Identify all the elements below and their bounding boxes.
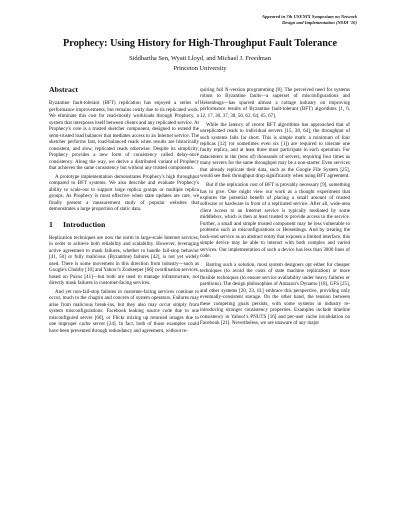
paper-title: Prophecy: Using History for High-Throughput Fault Tolerance (63, 38, 337, 49)
venue-note (157, 14, 357, 26)
abstract-paragraph-1: Byzantine fault-tolerant (BFT) replication has enjoyed a series of performance improvements, but remains costly due to its replicated work. We eliminate this cost for read-mostly workloads through Prophecy, a system that interposes itself between clients and any replicated service. At Prophecy's core is a trusted sketcher component, designed to extend the semi-trusted load balancer that mediates access to an Internet service. The sketcher performs fast, load-balanced reads when results are historically consistent, and slow, replicated reads otherwise. Despite its simplicity, Prophecy provides a new form of consistency called delay-once consistency. Along the way, we derive a distributed variant of Prophecy that achieves the same consistency but without any trusted components. (49, 100, 199, 171)
intro-section-title: Introduction (63, 219, 106, 229)
venue-line-1: Appeared in 7th USENIX Symposium on Network (262, 14, 357, 19)
intro-heading (49, 219, 199, 229)
intro-paragraph-2: And yet non-fail-stop failures in customer-facing services continue to occur, much to the chagrin and concern of system operators. Failures may arise from malicious break-ins, but they also may occur simply from system misconfigurations: Facebook leaking source code due to one misconfigured server [60], or Flickr mixing up returned images due to one improper cache server [24]. In fact, both of those examples could have been prevented through redundancy and agreement, without re- (49, 289, 199, 334)
abstract-heading: Abstract (49, 85, 79, 94)
paper-affiliation: Princeton University (173, 64, 227, 72)
right-paragraph-2: While the latency of recent BFT algorithms has approached that of unreplicated reads to individual servers [15, 38, 64], the throughput of such systems falls far short. This is simple math: a minimum of four replicas [12] (or sometimes even six [1]) are required to tolerate one faulty replica, and at least three must participate in each operation. For datacenters in the (tens of) thousands of servers, requiring four times as many servers for the same throughput may be a non-starter. Even services that already replicate their data, such as the Google File System [25], would see their throughput drop significantly when using BFT agreement. (200, 121, 350, 180)
intro-paragraph-1: Replication techniques are now the norm in large-scale Internet services, in order to achieve both reliability and scalability. However, leveraging active agreement to mask failures, whether to handle fail-stop behavior [41, 50] or fully malicious (Byzantine) failures [42], is not yet widely used. There is some movement in this direction from industry—such as Google's Chubby [10] and Yahoo!'s Zookeeper [66] coordination services, based on Paxos [41]—but both are used to manage infrastructure, not directly mask failures in customer-facing services. (49, 235, 199, 287)
left-column (49, 87, 199, 334)
right-paragraph-1: quiring full N-version programming [8]. The perceived need for systems robust to Byzantine faults—a superset of misconfigurations and Heisenbugs—has spurred almost a cottage industry on improving performance results of Byzantine fault-tolerant (BFT) algorithms [1, 6, 12, 17, 30, 37, 38, 56, 62, 64, 65, 67]. (200, 87, 350, 119)
right-paragraph-4: Barring such a solution, most system designers opt either for cheaper techniques (to avoid the costs of state machine replication) or more flexible techniques (to ensure service availability under heavy failures or partitions). The design philosophies of Amazon's Dynamo [18], GFS [25], and other systems [20, 23, 61] embrace this perspective, providing only eventually-consistent storage. On the other hand, the tension between these competing goals persists, with some systems in industry re-introducing stronger consistency properties. Examples include timeline consistency in Yahoo!'s PNUTS [16] and per-user cache invalidation on Facebook [21]. Nevertheless, we are unaware of any major (200, 261, 350, 327)
right-column (200, 87, 350, 326)
right-paragraph-3: But if the replication cost of BFT is provably necessary [9], something has to give. One might view our work as a thought experiment that explores the potential benefit of placing a small amount of trusted software or hardware in front of a replicated service. After all, wide-area client access to an Internet service is typically mediated by some middlebox, which is then at least trusted to provide access to the service. Further, a small and simple trusted component may be less vulnerable to problems such as misconfigurations or Heisenbugs. And by treating the back-end service as an abstract entity that exposes a limited interface, this simple device may be able to interact with both complex and varied services. Our implementation of such a device has less than 3000 lines of code. (200, 182, 350, 260)
abstract-paragraph-2: A prototype implementation demonstrates Prophecy's high throughput compared to BFT systems. We also describe and evaluate Prophecy's ability to scale-out to support large replica groups or multiple replica groups. As Prophecy is most effective when state updates are rare, we finally present a measurement study of popular websites that demonstrates a large proportion of static data. (49, 173, 199, 213)
paper-authors: Siddhartha Sen, Wyatt Lloyd, and Michael J. Freedman (129, 55, 271, 62)
intro-section-number: 1 (49, 219, 53, 229)
venue-line-2: Design and Implementation (NSDI '10) (281, 20, 357, 26)
